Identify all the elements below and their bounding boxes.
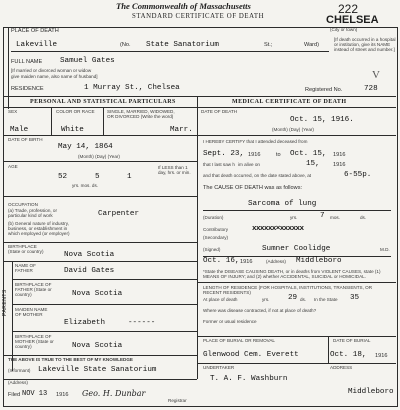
name-note-1: [If married or divorced woman or widow xyxy=(11,68,92,73)
full-name-value: Samuel Gates xyxy=(60,57,115,65)
place-ward-label: Ward) xyxy=(304,42,320,48)
certificate-title: STANDARD CERTIFICATE OF DEATH xyxy=(132,13,265,20)
birthplace-value: Nova Scotia xyxy=(64,251,115,259)
less-than-day-label: If LESS than 1 day, hrs. or min. xyxy=(158,165,191,176)
city-name: CHELSEA xyxy=(326,14,379,26)
burial-year: 1916 xyxy=(375,353,388,359)
birth-row-rule xyxy=(3,161,197,162)
residence-label: RESIDENCE xyxy=(11,86,44,92)
occupation-note-2: (b) General nature of industry, business, or establishment in which employed (or employer) xyxy=(8,221,70,236)
birth-value: May 14, 1864 xyxy=(58,143,113,151)
personal-heading: PERSONAL AND STATISTICAL PARTICULARS xyxy=(30,99,176,105)
undertaker-address-label: ADDRESS xyxy=(330,365,353,370)
check-mark: V xyxy=(372,69,380,81)
alive-date: 15, xyxy=(306,160,320,168)
note-rule xyxy=(197,282,396,283)
father-value: David Gates xyxy=(64,267,115,275)
true-statement: THE ABOVE IS TRUE TO THE BEST OF MY KNOWLEDGE xyxy=(8,357,133,362)
secondary-label: (Secondary) xyxy=(203,235,229,240)
burial-date-value: Oct. 18, xyxy=(330,351,367,359)
name-block-rule xyxy=(3,96,396,97)
death-date-value: Oct. 15, 1916. xyxy=(290,116,354,124)
burial-divider xyxy=(328,336,329,363)
alive-on-label: im alive on xyxy=(238,162,260,167)
full-name-label: FULL NAME xyxy=(11,59,43,65)
color-label: COLOR OR RACE xyxy=(56,109,95,114)
mother-birthplace-label: BIRTHPLACE OF MOTHER (State or country) xyxy=(15,334,54,350)
at-place-months: 29 xyxy=(288,294,298,302)
death-date-rule xyxy=(197,135,396,136)
former-residence-label: Former or usual residence xyxy=(203,319,257,324)
at-place-ds: ds. xyxy=(300,297,307,302)
contributory-label: Contributory xyxy=(203,227,229,232)
undertaker-label: UNDERTAKER xyxy=(203,365,235,370)
occupation-note: (a) Trade, profession, or particular kind of work xyxy=(8,208,58,218)
place-no-label: (No. xyxy=(120,42,131,48)
informant-value: Lakeville State Sanatorium xyxy=(38,366,157,374)
undertaker-address: Middleboro xyxy=(348,388,394,396)
mother-birth-row-rule xyxy=(3,355,197,356)
sign-year: 1916 xyxy=(240,259,253,265)
occurred-text: and that death occurred, on the date stated above, at xyxy=(203,173,312,178)
birthplace-label: BIRTHPLACE (State or country) xyxy=(8,244,44,255)
alive-year: 1916 xyxy=(333,162,346,168)
burial-rule xyxy=(197,363,396,364)
mother-label: MAIDEN NAME OF MOTHER xyxy=(15,307,48,318)
at-place-label: At place of death xyxy=(203,297,238,302)
filed-year: 1916 xyxy=(56,392,69,398)
physician-signature: Sumner Coolidge xyxy=(262,245,331,253)
undertaker-value: T. A. F. Washburn xyxy=(210,375,288,383)
duration-months: 7 xyxy=(320,212,325,220)
sign-date: Oct. 16, xyxy=(203,257,240,265)
medical-heading: MEDICAL CERTIFICATE OF DEATH xyxy=(232,99,347,105)
mother-row-rule xyxy=(12,331,197,332)
birth-label: DATE OF BIRTH xyxy=(8,137,43,142)
sex-label: SEX xyxy=(8,109,18,114)
place-of-death-town: Lakeville xyxy=(16,41,58,49)
signed-label: (Signed) xyxy=(203,247,221,252)
duration-yrs-label: yrs. xyxy=(290,215,298,220)
physician-address-label: (Address) xyxy=(266,259,286,264)
age-years: 52 xyxy=(58,173,68,181)
residence-length-heading: LENGTH OF RESIDENCE (FOR HOSPITALS, INSTITUTIONS, TRANSIENTS, OR RECENT RESIDENTS) xyxy=(203,285,373,296)
sex-row-rule xyxy=(3,135,197,136)
registrar-label: Registrar xyxy=(168,398,187,403)
place-of-death-label: PLACE OF DEATH xyxy=(11,28,59,34)
sex-value: Male xyxy=(10,126,29,134)
birth-units: (Month) (Day) (Year) xyxy=(78,154,120,159)
place-rule xyxy=(11,51,329,52)
birthplace-row-rule xyxy=(3,261,197,262)
mother-value: Elizabeth xyxy=(64,319,106,327)
age-label: AGE xyxy=(8,164,18,169)
age-days: 1 xyxy=(127,173,132,181)
registered-no-value: 728 xyxy=(364,85,378,93)
parents-label: PARENTS xyxy=(2,289,8,316)
duration-mos-label: mos. xyxy=(330,215,340,220)
status-value: Marr. xyxy=(170,126,193,134)
burial-place-value: Glenwood Cem. Everett xyxy=(203,351,299,359)
residence-length-rule xyxy=(197,336,396,337)
father-label: NAME OF FATHER xyxy=(15,263,36,274)
color-divider xyxy=(103,107,104,135)
father-row-rule xyxy=(12,279,197,280)
attended-from: Sept. 23, xyxy=(203,150,245,158)
occupation-label: OCCUPATION xyxy=(8,202,38,207)
residence-value: 1 Murray St., Chelsea xyxy=(84,84,180,92)
commonwealth-heading: The Commonwealth of Massachusetts xyxy=(116,1,251,11)
certificate-number: 222 xyxy=(338,2,359,16)
occupation-row-rule xyxy=(3,242,197,243)
heading-rule xyxy=(3,107,396,108)
color-value: White xyxy=(61,126,84,134)
state-disease-note: *State the DISEASE CAUSING DEATH, or in deaths from VIOLENT CAUSES, state (1) MEANS OF INJURY; and (2) whether ACCIDENTAL, SUICIDAL or HOMICIDAL. xyxy=(203,269,381,280)
death-date-label: DATE OF DEATH xyxy=(201,109,238,114)
age-months: 5 xyxy=(95,173,100,181)
cause-value: Sarcoma of lung xyxy=(248,200,317,208)
attended-to-year: 1916 xyxy=(333,152,346,158)
duration-ds-label: ds. xyxy=(360,215,367,220)
physician-address: Middleboro xyxy=(296,257,342,265)
last-saw-label: that I last saw h xyxy=(203,162,235,167)
sex-divider xyxy=(51,107,52,135)
filed-label: Filed xyxy=(8,392,21,398)
age-row-rule xyxy=(3,196,197,197)
status-label: SINGLE, MARRIED, WIDOWED, OR DIVORCED (Write the word) xyxy=(107,109,175,119)
father-birthplace-value: Nova Scotia xyxy=(72,290,123,298)
at-place-yrs: yrs. xyxy=(262,297,270,302)
cause-label: The CAUSE OF DEATH was as follows: xyxy=(203,185,303,191)
death-date-units: (Month) (Day) (Year) xyxy=(272,127,314,132)
institution-note: [If death occurred in a hospital or institution, give its NAME instead of street and number.] xyxy=(334,37,396,53)
attended-to-label: to xyxy=(276,152,281,158)
duration-label: (Duration) xyxy=(203,215,224,220)
occupation-value: Carpenter xyxy=(98,210,140,218)
place-st-label: St.; xyxy=(264,42,273,48)
place-institution: State Sanatorium xyxy=(146,41,219,49)
father-birthplace-label: BIRTHPLACE OF FATHER (State or country) xyxy=(15,282,52,298)
informant-rule xyxy=(3,379,197,380)
cause-rule xyxy=(203,210,391,211)
where-contracted-label: Where was disease contracted, if not at place of death? xyxy=(203,308,317,313)
md-label: M.D. xyxy=(380,247,390,252)
age-units: yrs. mos. ds. xyxy=(72,183,99,188)
mother-birthplace-value: Nova Scotia xyxy=(72,342,123,350)
city-sublabel: (City or town) xyxy=(330,27,358,32)
name-note-2: give maiden name, also name of husband] xyxy=(11,74,98,79)
in-state-years: 35 xyxy=(350,294,360,302)
in-state-label: In the State xyxy=(314,297,338,302)
registered-no-label: Registered No. xyxy=(305,87,343,93)
filed-date: NOV 13 xyxy=(22,390,48,398)
informant-address-label: (Address) xyxy=(8,380,28,385)
burial-place-label: PLACE OF BURIAL OR REMOVAL xyxy=(203,338,275,343)
registrar-signature: Geo. H. Dunbar xyxy=(82,389,146,398)
attended-from-year: 1916 xyxy=(248,152,261,158)
contributory-value: xxxxxx×xxxxxx xyxy=(252,225,304,233)
certify-text: I HEREBY CERTIFY that I attended deceased from xyxy=(203,139,308,144)
mother-dashes: ------ xyxy=(128,319,156,327)
time-of-death: 6-55p. xyxy=(344,171,372,179)
informant-label: (Informant) xyxy=(8,368,31,373)
father-birth-row-rule xyxy=(12,304,197,305)
burial-date-label: DATE OF BURIAL xyxy=(333,338,371,343)
attended-to: Oct. 15, xyxy=(290,150,327,158)
